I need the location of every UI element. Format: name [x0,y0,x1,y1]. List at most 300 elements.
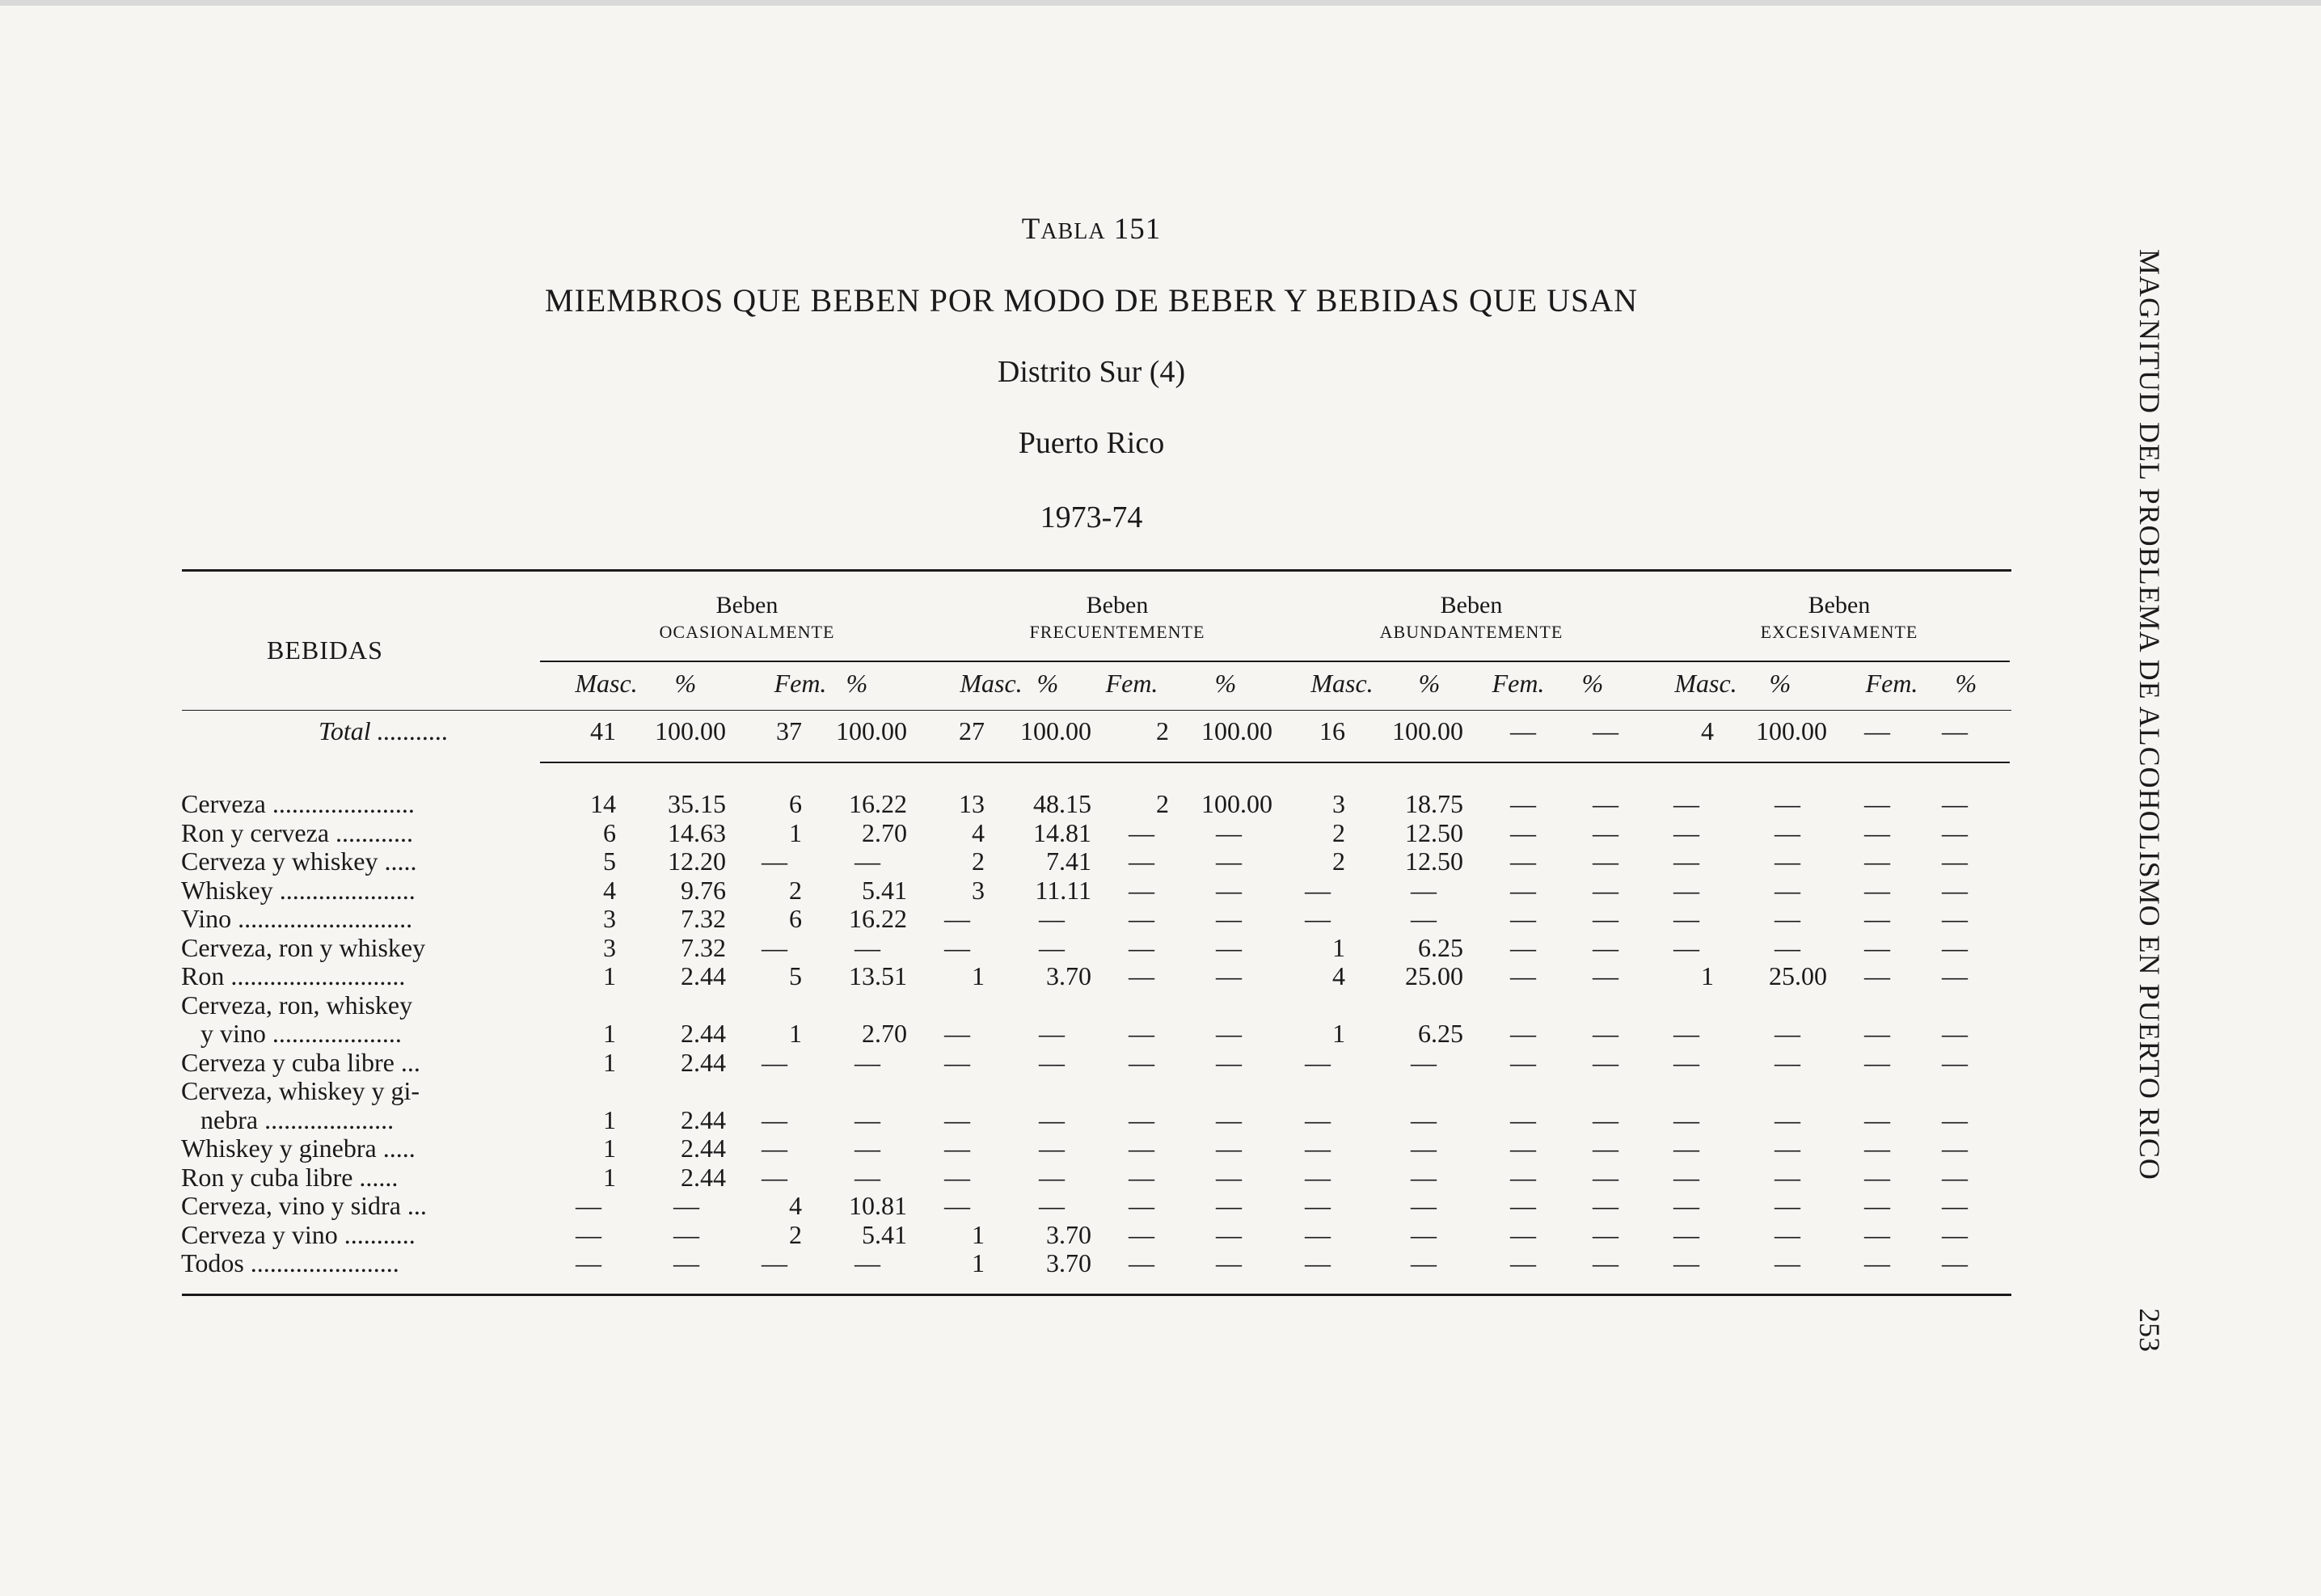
table-cell: 6 [789,904,802,933]
row-label: Cerveza, whiskey y gi- [181,1076,420,1105]
table-cell: — [1129,961,1154,990]
row-label: Ron y cuba libre ...... [181,1162,399,1192]
table-cell: — [1039,1047,1065,1077]
subheader-fem-6: Fem. [1105,669,1158,698]
table-cell: — [1864,961,1890,990]
table-cell: — [1942,961,1968,990]
table-cell: — [1593,789,1618,818]
table-cell: — [762,1248,787,1277]
table-cell: — [1129,875,1154,905]
table-cell: — [1942,847,1968,876]
table-cell: 7.41 [1046,847,1091,876]
table-cell: — [1673,817,1699,847]
table-cell: 1 [603,1134,616,1163]
table-cell: 14.81 [1033,817,1091,847]
table-cell: — [1129,1219,1154,1249]
group-header-frecuentemente: Beben FRECUENTEMENTE [1029,592,1205,642]
table-cell: — [1864,1191,1890,1220]
row-label: Cerveza y whiskey ..... [181,847,417,876]
subheader-masc-0: Masc. [575,669,638,698]
table-cell: — [1510,1047,1536,1077]
table-cell: — [855,847,880,876]
table-cell: — [1510,1104,1536,1134]
table-label: TABLA 151 [1021,213,1162,246]
table-cell: — [1305,875,1331,905]
table-cell: 2 [1332,847,1345,876]
table-cell: — [1411,1047,1437,1077]
table-cell: — [1942,789,1968,818]
table-cell: — [1039,1104,1065,1134]
table-cell: — [1593,1219,1618,1249]
page-number: 253 [2133,1308,2166,1352]
table-cell: — [1039,904,1065,933]
table-cell: — [1942,1134,1968,1163]
subheader-fem-2: Fem. [774,669,827,698]
table-cell: — [1305,1134,1331,1163]
subheader-pct-15: % [1955,669,1977,698]
table-cell: — [1305,1248,1331,1277]
table-cell: — [1593,875,1618,905]
table-cell: — [1864,1248,1890,1277]
table-cell: 100.00 [1201,789,1272,818]
table-cell: 1 [1332,1019,1345,1048]
table-cell: — [1305,904,1331,933]
table-cell: — [1216,847,1242,876]
table-cell: — [1411,1162,1437,1192]
table-cell: — [1864,932,1890,962]
table-cell: — [944,1047,970,1077]
table-cell: — [1510,1019,1536,1048]
table-cell: — [944,1191,970,1220]
table-cell: 7.32 [681,932,726,962]
table-cell: — [1129,1047,1154,1077]
table-cell: — [1129,1104,1154,1134]
table-cell: — [1129,904,1154,933]
table-cell: — [1942,1219,1968,1249]
table-cell: 3.70 [1046,1219,1091,1249]
table-cell: 100.00 [836,716,907,745]
table-cell: — [944,932,970,962]
table-cell: 4 [789,1191,802,1220]
subheader-pct-9: % [1418,669,1441,698]
table-cell: — [1216,817,1242,847]
table-cell: — [1673,1191,1699,1220]
table-cell: — [1510,904,1536,933]
table-cell: 41 [590,716,616,745]
table-cell: — [1673,1248,1699,1277]
table-cell: 4 [1701,716,1714,745]
table-cell: — [1593,1248,1618,1277]
row-label: Todos ....................... [181,1248,399,1277]
table-cell: — [1775,904,1800,933]
table-cell: — [1593,932,1618,962]
table-cell: — [1942,1019,1968,1048]
table-cell: 1 [603,1162,616,1192]
table-cell: — [1864,1134,1890,1163]
table-cell: 3.70 [1046,1248,1091,1277]
table-cell: 5.41 [862,1219,907,1249]
row-label-continuation: nebra .................... [200,1104,395,1134]
table-cell: 1 [1332,932,1345,962]
table-cell: — [1673,1219,1699,1249]
table-cell: — [1593,904,1618,933]
subheader-pct-11: % [1581,669,1604,698]
subheader-masc-12: Masc. [1674,669,1737,698]
row-label: Cerveza y vino ........... [181,1219,416,1249]
table-cell: — [1775,1248,1800,1277]
table-cell: 2.70 [862,817,907,847]
table-cell: — [855,932,880,962]
table-cell: 2 [789,1219,802,1249]
table-cell: — [1039,1191,1065,1220]
table-cell: — [1942,1047,1968,1077]
table-cell: — [1673,875,1699,905]
table-cell: — [855,1134,880,1163]
group-header-underline [540,661,2010,662]
table-cell: 11.11 [1035,875,1091,905]
table-cell: — [1510,1248,1536,1277]
table-cell: — [1216,1162,1242,1192]
table-cell: — [1216,1248,1242,1277]
table-cell: 48.15 [1033,789,1091,818]
table-cell: — [855,1162,880,1192]
group-header-excesivamente: Beben EXCESIVAMENTE [1760,592,1918,642]
table-cell: — [1942,817,1968,847]
table-cell: — [1039,932,1065,962]
table-cell: — [1216,1019,1242,1048]
table-cell: — [1593,961,1618,990]
page-top-edge [0,0,2321,6]
table-cell: — [762,847,787,876]
table-cell: 14.63 [668,817,726,847]
table-cell: — [1510,932,1536,962]
table-cell: 3.70 [1046,961,1091,990]
table-cell: — [1411,1134,1437,1163]
table-cell: 1 [972,961,985,990]
group-header-ocasionalmente: Beben OCASIONALMENTE [659,592,835,642]
table-cell: — [1129,932,1154,962]
table-cell: 2 [1332,817,1345,847]
table-cell: 1 [603,961,616,990]
table-cell: — [673,1191,699,1220]
table-cell: — [1673,1104,1699,1134]
subheader-masc-8: Masc. [1310,669,1374,698]
table-cell: 4 [1332,961,1345,990]
table-cell: 6 [789,789,802,818]
table-cell: — [1129,1248,1154,1277]
table-cell: 6 [603,817,616,847]
table-cell: — [1129,1162,1154,1192]
table-cell: — [1673,1162,1699,1192]
table-cell: 5 [789,961,802,990]
table-cell: — [1129,847,1154,876]
table-cell: — [1775,1219,1800,1249]
table-cell: — [1673,1047,1699,1077]
table-cell: 100.00 [1020,716,1091,745]
table-cell: 16 [1319,716,1345,745]
row-label: Vino ........................... [181,904,413,933]
table-cell: — [1593,1047,1618,1077]
table-cell: — [1305,1162,1331,1192]
table-cell: — [1864,875,1890,905]
table-cell: 2.44 [681,1047,726,1077]
table-cell: — [762,1104,787,1134]
table-cell: — [1039,1019,1065,1048]
table-cell: — [1864,847,1890,876]
row-label: Whiskey y ginebra ..... [181,1134,416,1163]
table-cell: 9.76 [681,875,726,905]
row-label: Ron ........................... [181,961,406,990]
subheader-fem-14: Fem. [1865,669,1918,698]
table-cell: — [1216,1191,1242,1220]
table-cell: 3 [1332,789,1345,818]
table-cell: 5.41 [862,875,907,905]
table-cell: — [855,1248,880,1277]
table-cell: 100.00 [1201,716,1272,745]
table-cell: — [1942,904,1968,933]
table-cell: — [1593,716,1618,745]
table-cell: — [1864,904,1890,933]
table-cell: — [1510,961,1536,990]
table-cell: 2 [972,847,985,876]
table-cell: — [1864,789,1890,818]
table-cell: — [1216,961,1242,990]
table-cell: 3 [603,932,616,962]
table-cell: 1 [789,817,802,847]
table-cell: 12.50 [1405,847,1463,876]
table-cell: — [1039,1134,1065,1163]
table-cell: — [1593,1191,1618,1220]
table-cell: 1 [972,1219,985,1249]
subheader-pct-7: % [1214,669,1237,698]
table-cell: — [1775,1191,1800,1220]
table-cell: — [1411,1248,1437,1277]
stub-header: BEBIDAS [267,635,383,665]
row-label-continuation: y vino .................... [200,1019,402,1048]
row-label: Ron y cerveza ............ [181,817,414,847]
table-cell: — [1593,1162,1618,1192]
table-cell: — [1775,1019,1800,1048]
table-cell: — [1864,1019,1890,1048]
table-bottom-rule [182,1294,2011,1296]
table-cell: — [1775,875,1800,905]
table-cell: — [762,1047,787,1077]
table-cell: 13 [959,789,985,818]
table-cell: — [576,1191,601,1220]
table-cell: — [1129,1191,1154,1220]
table-cell: 12.50 [1405,817,1463,847]
table-cell: — [944,1162,970,1192]
table-cell: 2.44 [681,1134,726,1163]
row-label: Cerveza, ron, whiskey [181,990,413,1020]
table-cell: — [1775,1104,1800,1134]
table-cell: 37 [776,716,802,745]
row-label: Cerveza, vino y sidra ... [181,1191,427,1220]
table-cell: 3 [603,904,616,933]
table-cell: 2.44 [681,1162,726,1192]
table-cell: 100.00 [1392,716,1463,745]
subheader-pct-1: % [674,669,697,698]
table-cell: 1 [603,1019,616,1048]
row-label: Cerveza y cuba libre ... [181,1047,420,1077]
table-cell: — [1593,847,1618,876]
subheader-fem-10: Fem. [1492,669,1545,698]
table-cell: — [673,1219,699,1249]
table-cell: 27 [959,716,985,745]
table-cell: 13.51 [849,961,907,990]
table-cell: — [1673,1019,1699,1048]
table-cell: — [944,1019,970,1048]
table-cell: 25.00 [1405,961,1463,990]
table-cell: 3 [972,875,985,905]
table-cell: — [1216,1047,1242,1077]
table-cell: — [1775,1134,1800,1163]
table-cell: 4 [972,817,985,847]
table-cell: — [762,1134,787,1163]
table-cell: 2.44 [681,961,726,990]
table-cell: 2.44 [681,1104,726,1134]
subheader-rule [182,710,2011,711]
table-cell: — [1216,932,1242,962]
table-cell: 25.00 [1769,961,1827,990]
row-label: Cerveza, ron y whiskey [181,932,426,962]
table-cell: — [1216,1134,1242,1163]
table-cell: — [1864,817,1890,847]
table-cell: — [1129,1019,1154,1048]
table-cell: — [1942,875,1968,905]
table-cell: — [1411,1219,1437,1249]
table-cell: — [1673,789,1699,818]
table-cell: — [762,932,787,962]
table-title: MIEMBROS QUE BEBEN POR MODO DE BEBER Y BEBIDAS QUE USAN [544,282,1639,319]
table-cell: — [1510,847,1536,876]
table-cell: — [944,1104,970,1134]
table-cell: 14 [590,789,616,818]
subheader-masc-4: Masc. [960,669,1023,698]
table-cell: — [1411,875,1437,905]
table-cell: 2.70 [862,1019,907,1048]
table-cell: — [1510,716,1536,745]
table-cell: — [1216,1219,1242,1249]
table-cell: — [1673,847,1699,876]
table-cell: — [1216,904,1242,933]
table-cell: 100.00 [1756,716,1827,745]
table-cell: — [1510,789,1536,818]
table-cell: — [1510,1134,1536,1163]
total-underline [540,762,2010,763]
table-cell: — [1510,817,1536,847]
table-cell: — [576,1248,601,1277]
total-row-label: Total ........... [319,716,449,745]
table-cell: 35.15 [668,789,726,818]
table-cell: — [855,1104,880,1134]
table-cell: — [1864,1219,1890,1249]
table-cell: 2 [1156,716,1169,745]
table-cell: — [1305,1219,1331,1249]
table-cell: — [1510,875,1536,905]
table-cell: 4 [603,875,616,905]
table-cell: 16.22 [849,904,907,933]
table-cell: 6.25 [1418,1019,1463,1048]
table-cell: 7.32 [681,904,726,933]
table-cell: 16.22 [849,789,907,818]
table-cell: 10.81 [849,1191,907,1220]
table-cell: — [1593,1104,1618,1134]
table-cell: — [944,904,970,933]
table-cell: — [1942,932,1968,962]
running-head: MAGNITUD DEL PROBLEMA DE ALCOHOLISMO EN PUERTO RICO [2133,249,2166,1180]
table-cell: 100.00 [655,716,726,745]
table-cell: 5 [603,847,616,876]
table-cell: — [1039,1162,1065,1192]
subheader-pct-5: % [1036,669,1059,698]
table-cell: 2 [789,875,802,905]
table-cell: — [1864,1047,1890,1077]
table-cell: — [1775,789,1800,818]
table-cell: — [1673,1134,1699,1163]
table-cell: 1 [603,1104,616,1134]
table-cell: — [576,1219,601,1249]
table-cell: — [1129,817,1154,847]
table-cell: — [1129,1134,1154,1163]
table-cell: — [1775,817,1800,847]
table-cell: — [1305,1191,1331,1220]
table-cell: — [1593,1019,1618,1048]
table-cell: — [1942,1248,1968,1277]
table-cell: — [1942,1104,1968,1134]
table-cell: — [1775,1047,1800,1077]
table-cell: — [762,1162,787,1192]
table-cell: — [1942,1191,1968,1220]
table-cell: — [673,1248,699,1277]
table-cell: — [1593,817,1618,847]
place-subtitle: Puerto Rico [1018,426,1165,460]
table-cell: — [1216,875,1242,905]
table-cell: 2 [1156,789,1169,818]
table-cell: 1 [603,1047,616,1077]
years-subtitle: 1973-74 [1040,500,1143,534]
table-cell: — [1673,932,1699,962]
table-cell: 1 [1701,961,1714,990]
table-cell: — [1411,1104,1437,1134]
table-cell: — [855,1047,880,1077]
table-cell: — [1216,1104,1242,1134]
table-cell: — [1864,1162,1890,1192]
table-cell: — [1673,904,1699,933]
table-cell: — [1775,932,1800,962]
subheader-pct-3: % [846,669,868,698]
table-cell: — [1864,716,1890,745]
row-label: Cerveza ...................... [181,789,415,818]
table-cell: — [1510,1219,1536,1249]
table-cell: — [1775,1162,1800,1192]
subheader-pct-13: % [1769,669,1791,698]
table-cell: — [1942,716,1968,745]
table-cell: 12.20 [668,847,726,876]
table-cell: — [1942,1162,1968,1192]
group-header-abundantemente: Beben ABUNDANTEMENTE [1379,592,1564,642]
table-cell: 18.75 [1405,789,1463,818]
table-cell: — [1864,1104,1890,1134]
table-cell: — [1775,847,1800,876]
table-cell: — [1305,1104,1331,1134]
district-subtitle: Distrito Sur (4) [997,355,1186,389]
table-top-rule [182,569,2011,572]
table-cell: — [1411,1191,1437,1220]
table-cell: — [1510,1162,1536,1192]
row-label: Whiskey ..................... [181,875,416,905]
table-cell: 6.25 [1418,932,1463,962]
